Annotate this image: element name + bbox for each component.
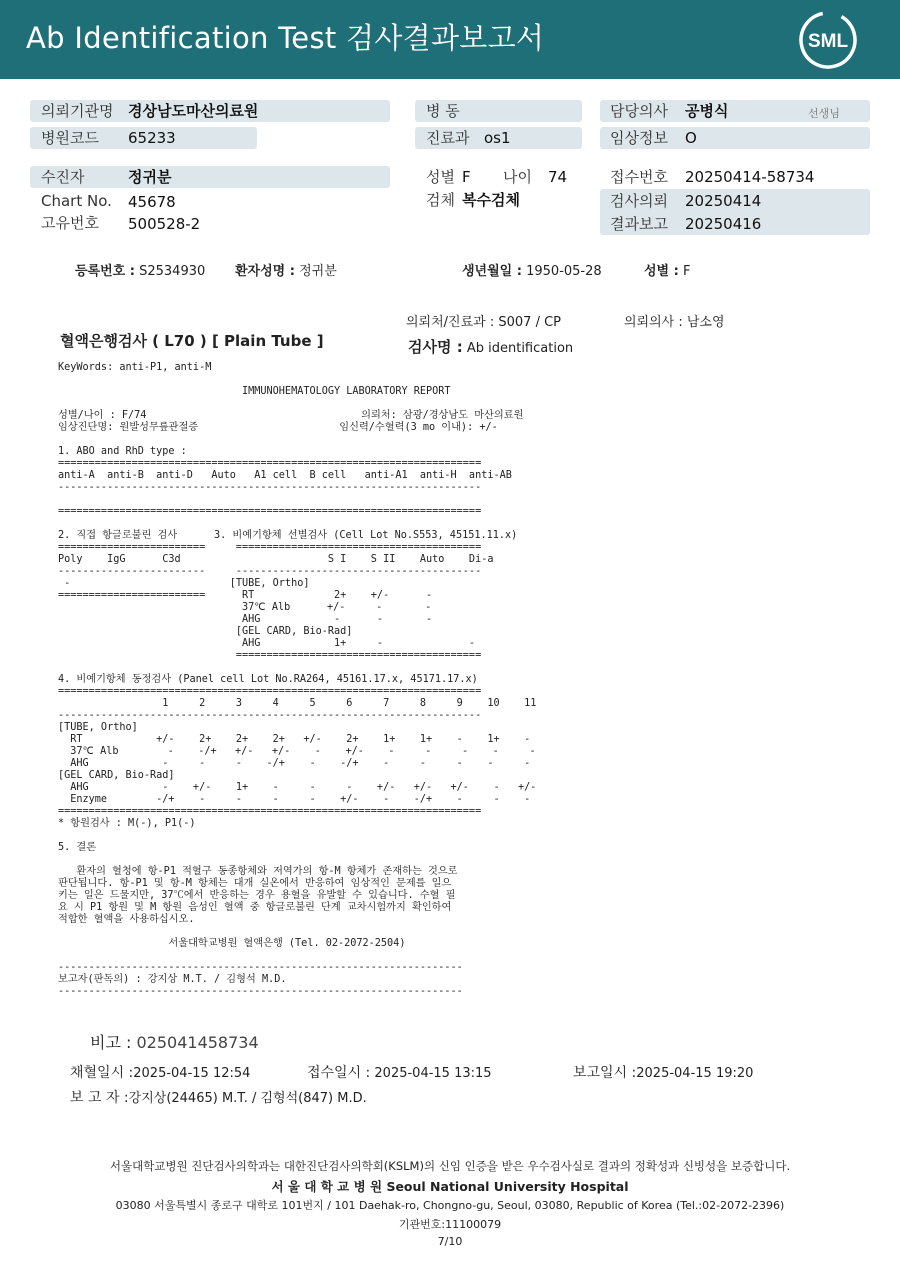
test-name-line xyxy=(408,336,573,357)
report-label: 결과보고 xyxy=(610,215,668,233)
report-line: 임상진단명: 원발성무릎관절증 임신력/수혈력(3 mo 이내): +/- xyxy=(58,422,498,433)
sex-label: 성별 xyxy=(426,168,455,186)
report-line xyxy=(58,662,536,674)
remarks-value: 025041458734 xyxy=(136,1033,259,1052)
report-time-value: 2025-04-15 19:20 xyxy=(636,1066,754,1081)
report-line: 1 2 3 4 5 6 7 8 9 10 11 xyxy=(58,698,537,709)
report-line: [TUBE, Ortho] xyxy=(58,722,138,733)
report-header xyxy=(0,0,900,79)
report-line: ===================================================================== xyxy=(58,458,482,469)
report-line: ------------------------ ---------------------------------------- xyxy=(58,566,482,577)
doctor-label: 담당의사 xyxy=(610,102,668,120)
dept-label: 진료과 xyxy=(426,129,470,147)
lab-report-body xyxy=(58,362,536,998)
footer-hospital: 서 울 대 학 교 병 원 Seoul National University Hospital xyxy=(271,1179,629,1194)
report-line: AHG - - - -/+ - -/+ - - - - - xyxy=(58,758,531,769)
report-line: ======================== RT 2+ +/- - xyxy=(58,590,433,601)
report-line: Enzyme -/+ - - - - +/- - -/+ - - - xyxy=(58,794,531,805)
specimen-label: 검체 xyxy=(426,191,455,209)
sml-logo-text: SML xyxy=(807,31,849,52)
receive-time xyxy=(307,1062,492,1082)
report-line: --------------------------------------------------------------------- xyxy=(58,710,482,721)
report-line: * 항원검사 : M(-), P1(-) xyxy=(58,818,196,829)
collect-value: 2025-04-15 12:54 xyxy=(133,1066,251,1081)
name-label: 환자성명 : xyxy=(235,264,295,279)
patient-value: 정귀분 xyxy=(128,168,172,186)
reg-label: 등록번호 : xyxy=(75,264,135,279)
age-label: 나이 xyxy=(503,168,532,186)
report-line xyxy=(58,398,536,410)
report-line: KeyWords: anti-P1, anti-M xyxy=(58,362,212,373)
page-number: 7/10 xyxy=(437,1235,463,1248)
report-line: Poly IgG C3d S I S II Auto Di-a xyxy=(58,554,494,565)
pl-sex-value: F xyxy=(682,264,691,279)
test-name-value: Ab identification xyxy=(466,341,574,356)
request-dept-line: 의뢰처/진료과 : S007 / CP xyxy=(406,315,561,330)
report-line xyxy=(58,854,536,866)
dept-value: os1 xyxy=(484,129,511,147)
collect-time xyxy=(70,1062,250,1082)
sex-value: F xyxy=(462,168,471,186)
report-line: RT +/- 2+ 2+ 2+ +/- 2+ 1+ 1+ - 1+ - xyxy=(58,734,531,745)
report-line: 성별/나이 : F/74 의뢰처: 삼광/경상남도 마산의료원 xyxy=(58,410,524,421)
report-line xyxy=(58,494,536,506)
receipt-value: 20250414-58734 xyxy=(685,168,815,186)
dob-value: 1950-05-28 xyxy=(526,264,602,279)
report-line: [GEL CARD, Bio-Rad] xyxy=(58,626,353,637)
report-line: 요 시 P1 항원 및 M 항원 음성인 혈액 중 항글로불린 단계 교차시험까지 확인하여 xyxy=(58,902,452,913)
report-line: 판단됩니다. 항-P1 및 항-M 항체는 대개 실온에서 반응하여 임상적인 문제를 일으 xyxy=(58,878,452,889)
dob-line xyxy=(462,260,602,279)
report-line: AHG - - - xyxy=(58,614,433,625)
test-name-label: 검사명 : xyxy=(408,338,463,356)
report-line: ===================================================================== xyxy=(58,506,482,517)
name-value: 정귀분 xyxy=(299,264,337,279)
report-line: IMMUNOHEMATOLOGY LABORATORY REPORT xyxy=(58,386,451,397)
remarks-line xyxy=(90,1030,259,1053)
reporter-value: 강지상(24465) M.T. / 김형석(847) M.D. xyxy=(128,1091,367,1106)
report-line: 환자의 혈청에 항-P1 적혈구 동종항체와 저역가의 항-M 항체가 존재하는 것으로 xyxy=(58,866,458,877)
report-line xyxy=(58,518,536,530)
report-line: ======================================== xyxy=(58,650,482,661)
age-value: 74 xyxy=(548,168,568,186)
report-line: 1. ABO and RhD type : xyxy=(58,446,187,457)
report-title: Ab Identification Test 검사결과보고서 xyxy=(26,21,545,55)
footer-address: 03080 서울특별시 종로구 대학로 101번지 / 101 Daehak-ro, Chongno-gu, Seoul, 03080, Republic of Korea (Tel.:02-2072-2396) xyxy=(115,1199,785,1212)
footer-certification: 서울대학교병원 진단검사의학과는 대한진단검사의학회(KSLM)의 신임 인증을 받은 우수검사실로 결과의 정확성과 신빙성을 보증합니다. xyxy=(109,1159,791,1173)
unique-label: 고유번호 xyxy=(41,214,99,232)
sex-line xyxy=(644,260,690,279)
reporter-line xyxy=(70,1087,367,1107)
footer-inst-no: 기관번호:11100079 xyxy=(398,1218,502,1231)
report-line: 2. 직접 항글로불린 검사 3. 비예기항체 선별검사 (Cell Lot No.S553, 45151.11.x) xyxy=(58,530,518,541)
report-line: 적합한 혈액을 사용하십시오. xyxy=(58,914,195,925)
dob-label: 생년월일 : xyxy=(462,264,522,279)
test-title: 혈액은행검사 ( L70 ) [ Plain Tube ] xyxy=(60,332,324,350)
chart-value: 45678 xyxy=(128,193,176,211)
report-line xyxy=(58,374,536,386)
report-line: 37℃ Alb - -/+ +/- +/- - +/- - - - - - xyxy=(58,746,536,757)
clinical-value: O xyxy=(685,129,697,147)
doctor-suffix: 선생님 xyxy=(808,107,840,120)
chart-label: Chart No. xyxy=(41,192,112,210)
receive-value: 2025-04-15 13:15 xyxy=(374,1066,492,1081)
report-line: ------------------------------------------------------------------ xyxy=(58,962,463,973)
institution-label: 의뢰기관명 xyxy=(41,102,114,120)
reg-value: S2534930 xyxy=(139,264,206,279)
report-line: ======================== ======================================== xyxy=(58,542,482,553)
unique-value: 500528-2 xyxy=(128,215,201,233)
receipt-label: 접수번호 xyxy=(610,168,668,186)
report-line xyxy=(58,950,536,962)
request-value: 20250414 xyxy=(685,192,762,210)
report-line: - [TUBE, Ortho] xyxy=(58,578,310,589)
hospital-code-label: 병원코드 xyxy=(41,129,99,147)
report-line: AHG - +/- 1+ - - - +/- +/- +/- - +/- xyxy=(58,782,537,793)
reporter-label: 보 고 자 : xyxy=(70,1090,129,1106)
report-line: ------------------------------------------------------------------ xyxy=(58,986,463,997)
clinical-label: 임상정보 xyxy=(610,129,668,147)
report-line xyxy=(58,926,536,938)
request-label: 검사의뢰 xyxy=(610,192,668,210)
ward-label: 병 동 xyxy=(426,102,460,120)
patient-label: 수진자 xyxy=(41,168,85,186)
report-time-label: 보고일시 : xyxy=(573,1065,637,1081)
report-line xyxy=(58,830,536,842)
report-line: 서울대학교병원 혈액은행 (Tel. 02-2072-2504) xyxy=(58,938,406,949)
report-line: 37℃ Alb +/- - - xyxy=(58,602,432,613)
pl-sex-label: 성별 : xyxy=(644,264,679,279)
request-doctor-line: 의뢰의사 : 남소영 xyxy=(624,315,725,330)
report-time xyxy=(573,1062,753,1082)
report-line: 5. 결론 xyxy=(58,842,97,853)
report-line: AHG 1+ - - xyxy=(58,638,476,649)
report-line: ===================================================================== xyxy=(58,806,482,817)
report-line: --------------------------------------------------------------------- xyxy=(58,482,482,493)
report-line xyxy=(58,434,536,446)
collect-label: 채혈일시 : xyxy=(70,1065,134,1081)
doctor-value: 공병식 xyxy=(685,102,729,120)
report-line: 보고자(판독의) : 강지상 M.T. / 김형석 M.D. xyxy=(58,974,287,985)
remarks-label: 비고 : xyxy=(90,1033,132,1052)
institution-value: 경상남도마산의료원 xyxy=(128,102,259,120)
hospital-code-value: 65233 xyxy=(128,129,176,147)
report-value: 20250416 xyxy=(685,215,762,233)
sml-logo-icon xyxy=(798,10,858,70)
specimen-value: 복수검체 xyxy=(462,191,520,209)
receive-label: 접수일시 : xyxy=(307,1065,371,1081)
patient-name-line xyxy=(235,260,337,279)
report-line: ===================================================================== xyxy=(58,686,482,697)
report-line: [GEL CARD, Bio-Rad] xyxy=(58,770,175,781)
report-line: 키는 일은 드물지만, 37℃에서 반응하는 경우 용혈을 유발할 수 있습니다. 수혈 필 xyxy=(58,890,456,901)
report-line: anti-A anti-B anti-D Auto A1 cell B cell anti-A1 anti-H anti-AB xyxy=(58,470,512,481)
report-line: 4. 비예기항체 동정검사 (Panel cell Lot No.RA264, 45161.17.x, 45171.17.x) xyxy=(58,674,478,685)
patient-line xyxy=(75,260,205,279)
